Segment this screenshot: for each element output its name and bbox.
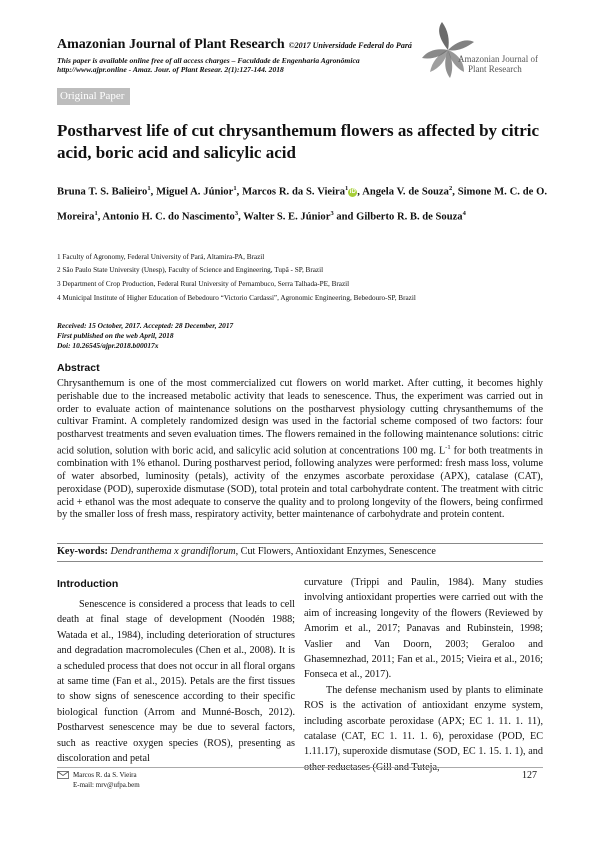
- affiliation-2: 2 São Paulo State University (Unesp), Faculty of Science and Engineering, Tupã - SP, Brazil: [57, 266, 324, 274]
- keywords-label: Key-words:: [57, 546, 108, 557]
- author-name: Bruna T. S. Balieiro: [57, 186, 148, 198]
- affiliation-3: 3 Department of Crop Production, Federal Rural University of Pernambuco, Serra Talhada-PE, Brazil: [57, 280, 350, 288]
- header-citation: http://www.ajpr.online - Amaz. Jour. of Plant Resear. 2(1):127-144. 2018: [57, 65, 284, 74]
- author-affiliation-mark: 1: [345, 185, 349, 192]
- journal-logo: [418, 20, 548, 86]
- doi-link[interactable]: Doi: 10.26545/ajpr.2018.b00017x: [57, 341, 159, 350]
- introduction-heading: Introduction: [57, 578, 119, 590]
- page-number: 127: [522, 770, 537, 781]
- keywords-italic: Dendranthema x grandiflorum: [110, 546, 236, 557]
- author-affiliation-mark: 1: [94, 209, 98, 217]
- author-name: Antonio H. C. do Nascimento: [102, 211, 235, 223]
- right-column: [304, 575, 543, 775]
- author-name: Miguel A. Júnior: [156, 186, 234, 198]
- logo-text: [458, 54, 538, 74]
- abstract-heading: Abstract: [57, 362, 100, 374]
- abstract-superscript: -1: [445, 443, 451, 451]
- envelope-icon: [57, 771, 69, 779]
- footer-rule: [57, 767, 543, 768]
- journal-name: [57, 37, 412, 53]
- abstract-text-part-2: for both treatments in combination with 1% ethanol. During postharvest period, following analyzes were performed: fresh mass loss, volume of water absorbed, luminosity (petals), activity of the enzymes ascorbate peroxidase (APX), catalase (CAT), peroxidase (POD), superoxide dismutase (SOD), total protein and total carbohydrate content. The treatment with citric acid + ethanol was the most adequate to conserve the quality and to prolong longevity of the flowers, being confirmed by the smaller loss of fresh mass, respiratory activity, better maintenance of carbohydrate and protein content.: [57, 445, 543, 521]
- journal-copyright: ©2017 Universidade Federal do Pará: [288, 41, 412, 50]
- article-type-badge: Original Paper: [57, 88, 130, 105]
- author-name: Gilberto R. B. de Souza: [356, 211, 463, 223]
- intro-paragraph-1-continued: curvature (Trippi and Paulin, 1984). Many studies involving antioxidant properties were carried out with the aim of increasing longevity of the flowers (Reviewed by Amorim et al., 2017; Panavas and Rubinstein, 1998; Vaslier and Van Doorn, 2003; Geraloo and Ghasemnezhad, 2011; Fan et al., 2015; Vieira et al., 2016; Fonseca et al., 2017).: [304, 577, 543, 681]
- corresponding-author-name: Marcos R. da S. Vieira: [73, 771, 137, 779]
- keywords-top-rule: [57, 543, 543, 544]
- article-title: Postharvest life of cut chrysanthemum flowers as affected by citric acid, boric acid and salicylic acid: [57, 121, 540, 162]
- author-list: Bruna T. S. Balieiro$^1$, Miguel A. Júnior$^1$, Marcos R. da S. Vieira$^1$ iD , Angela V. de Souza$^2$, Simone M. C. de O. Moreira$^1$, Antonio H. C. do Nascimento$^3$, Walter S. E. Júnior$^3$ and Gilberto R. B. de Souza$^4$: [57, 185, 548, 223]
- author-affiliation-mark: 3: [234, 209, 239, 217]
- intro-paragraph-1: Senescence is considered a process that leads to cell death at final stage of development (Noodén 1988; Watada et al., 1984), including deterioration of structures and degradation macromolecules (Chen et al., 2008). It is a scheduled process that does not occur in all floral organs at same time (Fan et al., 2015). Petals are the first tissues to show signs of senescence according to their specific biological function (Arrom and Munné-Bosch, 2012). Postharvest senescence may be due to several factors, such as reactive oxygen species (ROS), presenting as discoloration and petal: [57, 599, 296, 765]
- header-availability: This paper is available online free of all access charges – Faculdade de Engenharia Agronômica: [57, 56, 360, 65]
- author-name: Walter S. E. Júnior: [243, 211, 331, 223]
- journal-title: Amazonian Journal of Plant Research: [57, 37, 285, 52]
- logo-text-line-2: Plant Research: [468, 64, 522, 74]
- abstract-text: [57, 378, 543, 522]
- orcid-icon[interactable]: iD: [349, 188, 356, 195]
- author-affiliation-mark: 4: [462, 209, 466, 217]
- published-date: First published on the web April, 2018: [57, 331, 174, 340]
- logo-text-line-1: Amazonian Journal of: [458, 54, 538, 64]
- abstract-text-part-1: Chrysanthemum is one of the most commercialized cut flowers on world market. After cutting, it becomes highly perishable due to the increased metabolic activity that leads to senescence. Thus, the experiment was carried out in order to evaluate action of maintenance solutions on the postharvest physiology cutting chrysanthemums of the cultivar Framint. A completely randomized design was used in the factorial scheme composed of two factors: four postharvest treatments and seven evaluation times. The flowers remained in the following maintenance solutions: citric acid solution, solution with boric acid, and salicylic acid solution at concentrations 100 mg. L: [57, 378, 543, 457]
- keywords-bottom-rule: [57, 561, 543, 562]
- author-name: Marcos R. da S. Vieira: [242, 186, 346, 198]
- author-affiliation-mark: 3: [330, 209, 334, 217]
- author-affiliation-mark: 1: [147, 185, 151, 192]
- intro-paragraph-2: The defense mechanism used by plants to eliminate ROS is the activation of antioxidant enzyme system, including ascorbate peroxidase (APX; EC 1. 11. 1. 11), catalase (CAT, EC 1. 11. 1. 6), peroxidase (POD, EC 1.11.17), superoxide dismutase (SOD, EC 1. 15. 1. 1), and other reductases (Gill and Tuteja,: [304, 684, 543, 773]
- affiliation-1: 1 Faculty of Agronomy, Federal University of Pará, Altamira-PA, Brazil: [57, 253, 265, 261]
- corresponding-author-email[interactable]: E-mail: mrv@ufpa.bem: [73, 781, 140, 789]
- author-name: Angela V. de Souza: [362, 186, 449, 198]
- keywords-rest: , Cut Flowers, Antioxidant Enzymes, Senescence: [235, 546, 436, 557]
- affiliation-4: 4 Municipal Institute of Higher Education of Bebedouro “Victorio Cardassi”, Agronomic Engineering, Bebedouro-SP, Brazil: [57, 294, 416, 302]
- author-affiliation-mark: 2: [448, 185, 453, 192]
- author-name: Simone M. C. de O. Moreira: [57, 186, 548, 223]
- leaf-logo-icon: [418, 20, 548, 86]
- received-date: Received: 15 October, 2017. Accepted: 28 December, 2017: [57, 321, 234, 330]
- left-column: [57, 597, 295, 766]
- keywords: [57, 546, 543, 557]
- author-affiliation-mark: 1: [233, 185, 237, 192]
